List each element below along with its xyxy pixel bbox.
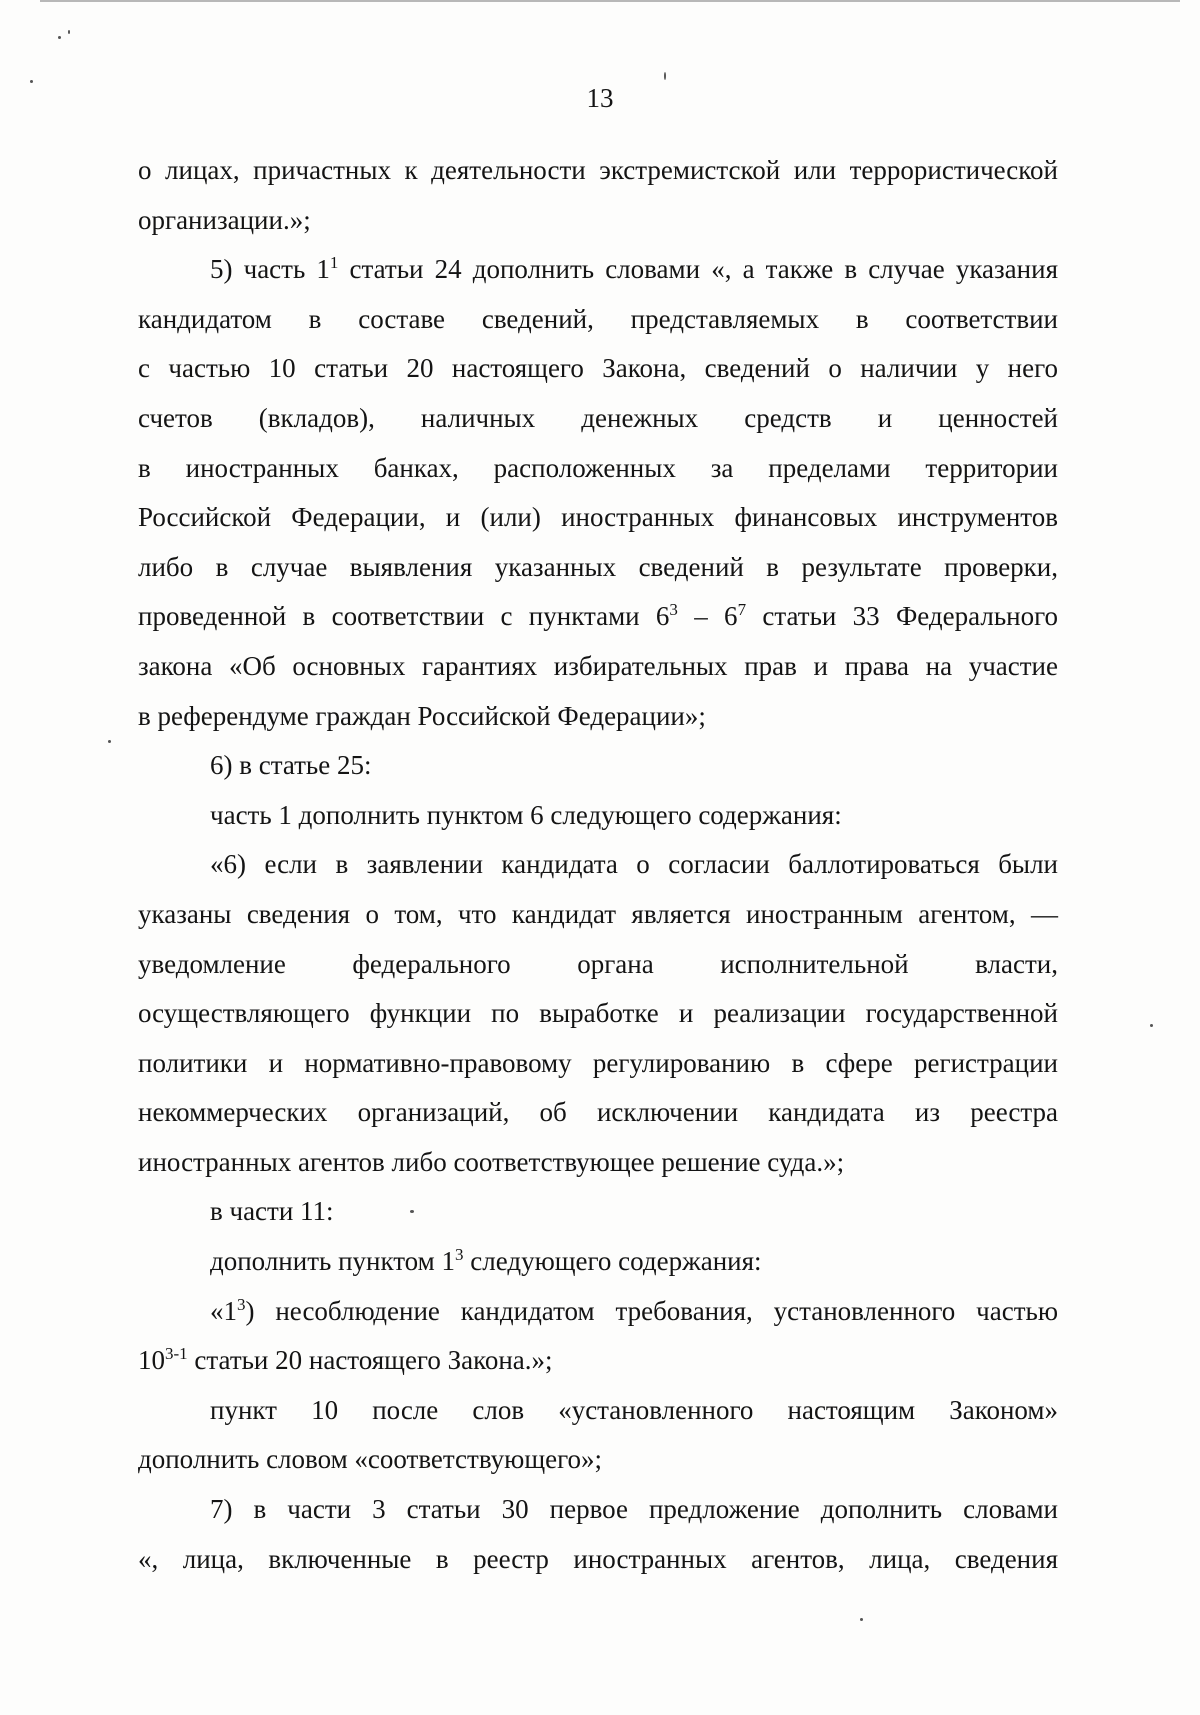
- text-fragment: статьи 33 Федерального: [746, 601, 1059, 632]
- superscript: 1: [329, 253, 339, 273]
- text-line: в иностранных банках, расположенных за пределами территории: [138, 452, 1058, 483]
- superscript: 3: [237, 1294, 246, 1314]
- text-line: с частью 10 статьи 20 настоящего Закона, сведений о наличии у него: [138, 353, 1058, 384]
- text-line: [138, 592, 1058, 642]
- scan-speck: [68, 30, 70, 34]
- text-line: [138, 1237, 1058, 1287]
- scan-speck: [30, 80, 33, 83]
- text-fragment: ) несоблюдение кандидатом требования, установленного частью: [245, 1295, 1058, 1326]
- text-line: «, лица, включенные в реестр иностранных агентов, лица, сведения: [138, 1543, 1058, 1574]
- text-line: осуществляющего функции по выработке и реализации государственной: [138, 998, 1058, 1029]
- text-fragment: 10: [138, 1345, 165, 1376]
- document-body: [138, 146, 1058, 1584]
- text-line: «6) если в заявлении кандидата о согласии баллотироваться были: [210, 849, 1058, 880]
- superscript: 3-1: [165, 1344, 188, 1364]
- scan-top-edge: [40, 0, 1180, 2]
- text-line: счетов (вкладов), наличных денежных средств и ценностей: [138, 402, 1058, 433]
- text-fragment: – 6: [677, 601, 738, 632]
- text-line: [138, 1336, 1058, 1386]
- text-line: закона «Об основных гарантиях избирательных прав и права на участие: [138, 650, 1058, 681]
- text-line: уведомление федерального органа исполнительной власти,: [138, 948, 1058, 979]
- text-line: дополнить словом «соответствующего»;: [138, 1444, 602, 1475]
- text-fragment: следующего содержания:: [463, 1246, 762, 1277]
- superscript: 3: [669, 600, 678, 620]
- text-line: указаны сведения о том, что кандидат является иностранным агентом, —: [138, 898, 1058, 929]
- superscript: 7: [737, 600, 747, 620]
- scan-speck: [410, 1210, 414, 1213]
- text-line: иностранных агентов либо соответствующее решение суда.»;: [138, 1146, 845, 1177]
- scan-speck: [1150, 1024, 1153, 1027]
- scan-speck: [664, 72, 666, 80]
- text-fragment: «1: [210, 1295, 237, 1326]
- text-line: организации.»;: [138, 204, 311, 235]
- text-line: [138, 1287, 1058, 1337]
- text-line: в части 11:: [210, 1196, 334, 1227]
- text-line: часть 1 дополнить пунктом 6 следующего содержания:: [210, 799, 842, 830]
- text-fragment: проведенной в соответствии с пунктами 6: [138, 601, 670, 632]
- text-line: [138, 245, 1058, 295]
- text-line: о лицах, причастных к деятельности экстремистской или террористической: [138, 155, 1058, 185]
- scan-speck: [860, 1618, 863, 1621]
- text-fragment: статьи 24 дополнить словами «, а также в случае указания: [338, 254, 1058, 285]
- scan-speck: [108, 740, 111, 743]
- text-fragment: 5) часть 1: [210, 254, 330, 285]
- text-line: либо в случае выявления указанных сведений в результате проверки,: [138, 551, 1058, 582]
- text-line: некоммерческих организаций, об исключении кандидата из реестра: [138, 1097, 1058, 1128]
- text-line: пункт 10 после слов «установленного настоящим Законом»: [210, 1394, 1058, 1425]
- scan-speck: [58, 36, 61, 39]
- text-line: политики и нормативно-правовому регулированию в сфере регистрации: [138, 1047, 1058, 1078]
- text-fragment: дополнить пунктом 1: [210, 1246, 455, 1277]
- text-line: 6) в статье 25:: [210, 750, 372, 781]
- text-line: 7) в части 3 статьи 30 первое предложение дополнить словами: [210, 1494, 1058, 1525]
- page-number: 13: [586, 83, 614, 113]
- superscript: 3: [455, 1245, 464, 1265]
- text-line: Российской Федерации, и (или) иностранных финансовых инструментов: [138, 502, 1058, 533]
- text-fragment: статьи 20 настоящего Закона.»;: [187, 1345, 553, 1376]
- text-line: кандидатом в составе сведений, представляемых в соответствии: [138, 303, 1058, 334]
- text-line: в референдуме граждан Российской Федерации»;: [138, 700, 706, 731]
